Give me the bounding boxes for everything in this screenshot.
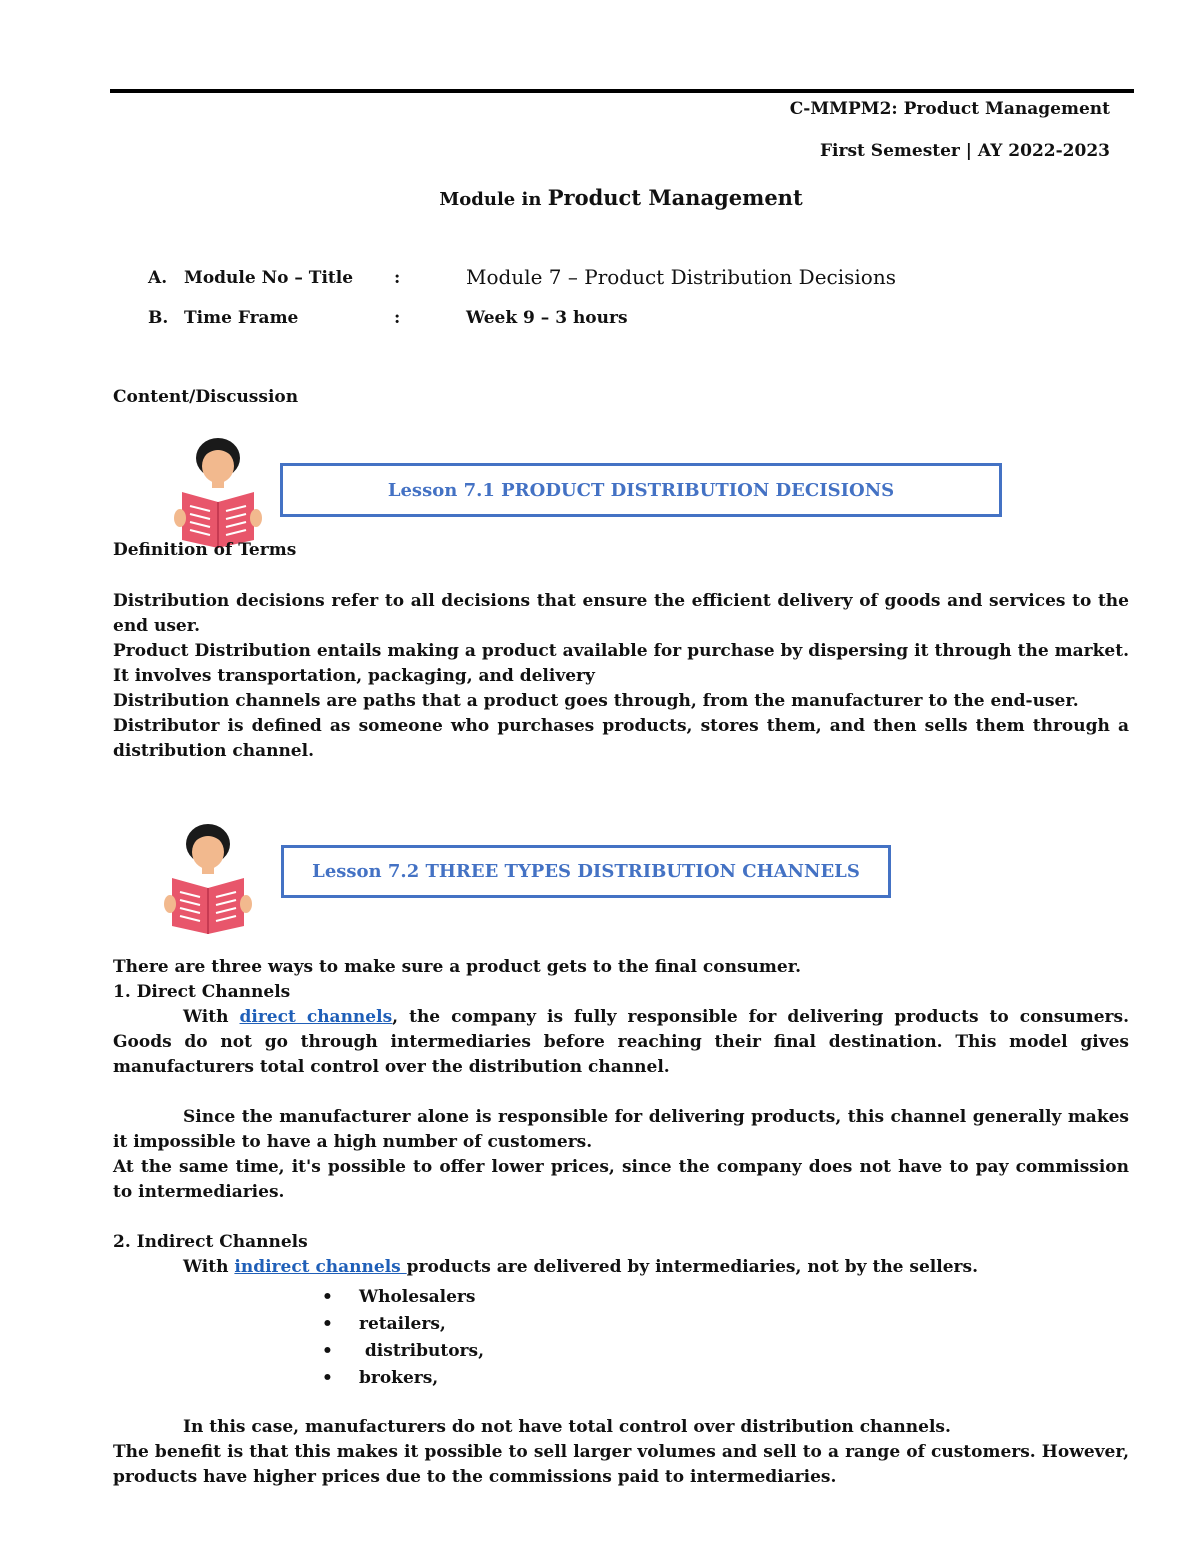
lesson-title-box: Lesson 7.2 THREE TYPES DISTRIBUTION CHANNELS <box>281 845 891 898</box>
indirect-paragraph-2 <box>113 1415 1129 1440</box>
indirect-pre: With <box>183 1257 235 1277</box>
channels-block <box>113 955 1129 1280</box>
definition-text: Distributor is defined as someone who purchases products, stores them, and then sells them through a distribution channel. <box>113 716 1129 761</box>
direct-paragraph <box>113 1005 1129 1080</box>
direct-pre: With <box>183 1007 240 1027</box>
indirect-p2: In this case, manufacturers do not have total control over distribution channels. <box>183 1417 951 1437</box>
indirect-post: products are delivered by intermediaries, not by the sellers. <box>406 1257 978 1277</box>
header-rule <box>110 89 1134 93</box>
indirect-paragraph <box>113 1255 1129 1280</box>
info-label: Time Frame <box>184 308 299 328</box>
direct-heading: 1. Direct Channels <box>113 982 291 1002</box>
definition-text: Product Distribution entails making a product available for purchase by dispersing it through the market. It involves transportation, packaging, and delivery <box>113 641 1129 686</box>
definition-text: Distribution decisions refer to all decisions that ensure the efficient delivery of goods and services to the end user. <box>113 591 1129 636</box>
definitions-heading: Definition of Terms <box>113 540 297 560</box>
indirect-heading: 2. Indirect Channels <box>113 1232 308 1252</box>
intro-text: There are three ways to make sure a product gets to the final consumer. <box>113 957 802 977</box>
direct-channels-link[interactable]: direct channels <box>239 1007 393 1027</box>
page-title <box>0 185 1200 210</box>
indirect-p3: The benefit is that this makes it possible to sell larger volumes and sell to a range of customers. However, products have higher prices due to the commissions paid to intermediaries. <box>113 1442 1129 1487</box>
definitions-block <box>113 589 1129 764</box>
list-item: • brokers, <box>322 1365 484 1392</box>
direct-p3: At the same time, it's possible to offer lower prices, since the company does not have to pay commission to intermediaries. <box>113 1157 1129 1202</box>
info-separator: : <box>394 308 401 328</box>
info-letter: B. <box>148 308 169 328</box>
info-value: Week 9 – 3 hours <box>466 308 628 328</box>
bullet-icon: • <box>322 1314 333 1334</box>
course-code: C-MMPM2: Product Management <box>789 99 1110 119</box>
list-item: • Wholesalers <box>322 1284 484 1311</box>
info-label: Module No – Title <box>184 268 354 288</box>
list-item: • distributors, <box>322 1338 484 1365</box>
section-heading: Content/Discussion <box>113 387 299 407</box>
semester-label: First Semester | AY 2022-2023 <box>819 141 1110 161</box>
indirect-channels-link[interactable]: indirect channels <box>234 1257 407 1277</box>
title-main: Product Management <box>547 185 803 210</box>
bullet-icon: • <box>322 1341 333 1361</box>
lesson-title-box: Lesson 7.1 PRODUCT DISTRIBUTION DECISIONS <box>280 463 1002 517</box>
indirect-closing <box>113 1415 1129 1490</box>
info-separator: : <box>394 268 401 288</box>
direct-paragraph-2 <box>113 1105 1129 1155</box>
direct-post: , the company is fully responsible for delivering products to consumers. Goods do not go through intermediaries before reaching their final destination. This model gives manufacturers total control over the distribution channel. <box>113 1007 1129 1077</box>
info-letter: A. <box>148 268 168 288</box>
direct-p2: Since the manufacturer alone is responsible for delivering products, this channel generally makes it impossible to have a high number of customers. <box>113 1107 1129 1152</box>
bullet-icon: • <box>322 1368 333 1388</box>
intermediaries-list <box>322 1284 484 1392</box>
bullet-icon: • <box>322 1287 333 1307</box>
list-item: • retailers, <box>322 1311 484 1338</box>
title-prefix: Module in <box>439 189 542 210</box>
info-value: Module 7 – Product Distribution Decisions <box>466 265 896 289</box>
definition-text: Distribution channels are paths that a product goes through, from the manufacturer to the end-user. <box>113 691 1079 711</box>
reading-person-icon <box>162 822 254 934</box>
reading-person-icon <box>172 436 264 548</box>
